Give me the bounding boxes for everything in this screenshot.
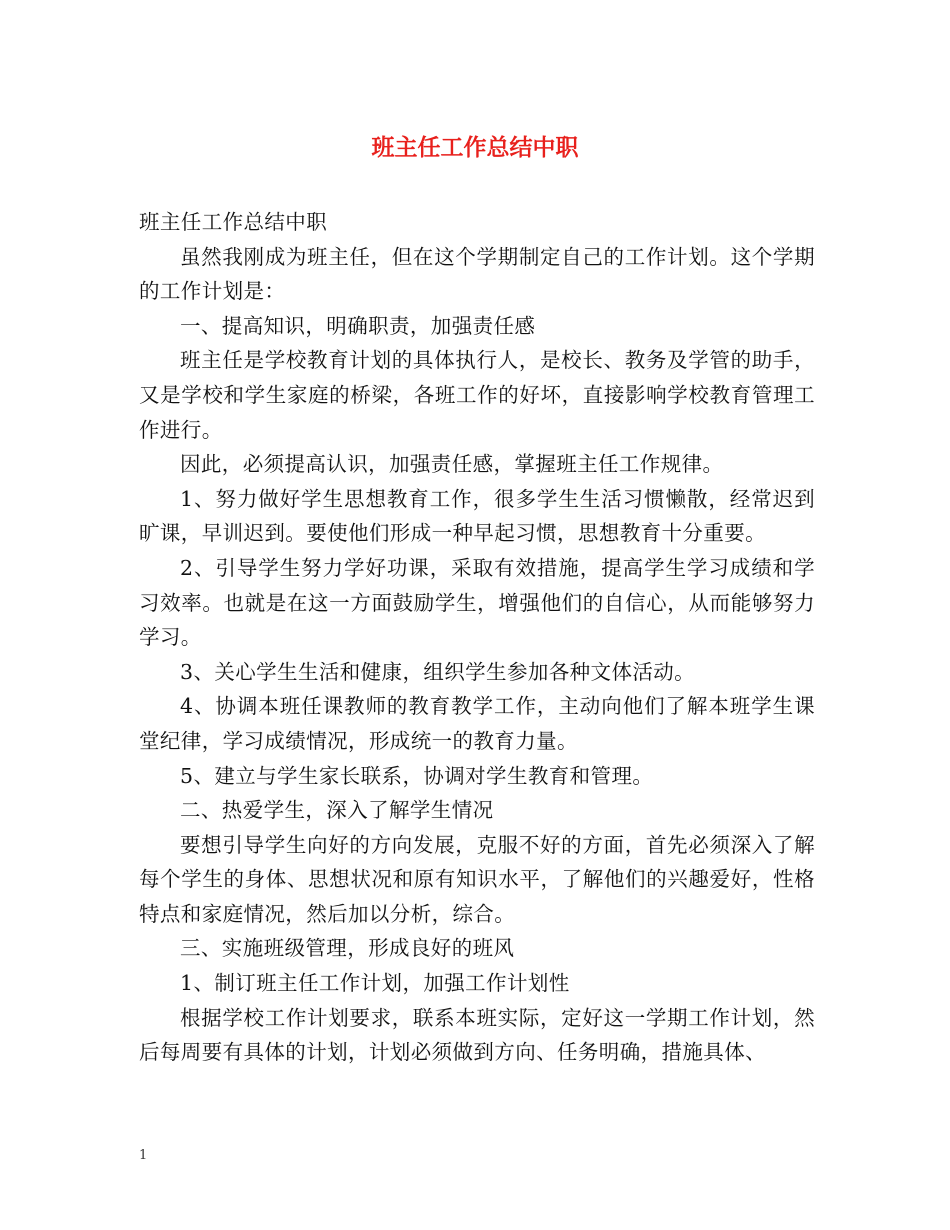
- body-paragraph: 虽然我刚成为班主任，但在这个学期制定自己的工作计划。这个学期的工作计划是：: [139, 244, 815, 304]
- body-paragraph: 1、制订班主任工作计划，加强工作计划性: [180, 971, 570, 996]
- body-paragraph: 3、关心学生生活和健康，组织学生参加各种文体活动。: [180, 659, 696, 684]
- body-paragraph: 班主任是学校教育计划的具体执行人，是校长、教务及学管的助手，又是学校和学生家庭的桥梁，各班工作的好坏，直接影响学校教育管理工作进行。: [139, 348, 815, 442]
- body-paragraph: 二、热爱学生，深入了解学生情况: [180, 798, 494, 823]
- document-body: [139, 205, 815, 1070]
- body-paragraph: 要想引导学生向好的方向发展，克服不好的方面，首先必须深入了解每个学生的身体、思想状况和原有知识水平，了解他们的兴趣爱好，性格特点和家庭情况，然后加以分析，综合。: [139, 832, 815, 926]
- body-paragraph: 根据学校工作计划要求，联系本班实际，定好这一学期工作计划，然后每周要有具体的计划，计划必须做到方向、任务明确，措施具体、: [139, 1005, 815, 1065]
- body-paragraph: 班主任工作总结中职: [139, 210, 328, 234]
- body-paragraph: 一、提高知识，明确职责，加强责任感: [180, 313, 536, 338]
- body-paragraph: 4、协调本班任课教师的教育教学工作，主动向他们了解本班学生课堂纪律，学习成绩情况，形成统一的教育力量。: [139, 694, 815, 753]
- document-title: 班主任工作总结中职: [371, 134, 579, 161]
- body-paragraph: 因此，必须提高认识，加强责任感，掌握班主任工作规律。: [180, 452, 724, 477]
- page-number: 1: [139, 1148, 148, 1163]
- body-paragraph: 1、努力做好学生思想教育工作，很多学生生活习惯懒散，经常迟到旷课，早训迟到。要使他们形成一种早起习惯，思想教育十分重要。: [139, 486, 815, 546]
- body-paragraph: 5、建立与学生家长联系，协调对学生教育和管理。: [180, 763, 654, 788]
- body-paragraph: 2、引导学生努力学好功课，采取有效措施，提高学生学习成绩和学习效率。也就是在这一方面鼓励学生，增强他们的自信心，从而能够努力学习。: [139, 555, 815, 650]
- body-paragraph: 三、实施班级管理，形成良好的班风: [180, 936, 515, 961]
